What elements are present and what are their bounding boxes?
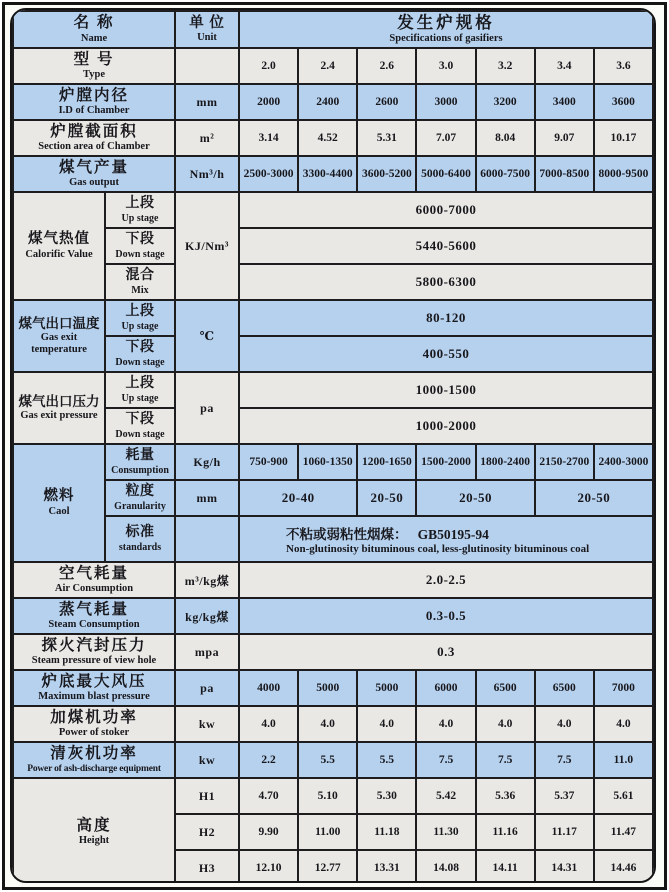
type-name-cell <box>13 48 175 84</box>
row-exit-temp-up <box>13 300 653 336</box>
cell: 11.30 <box>416 814 475 850</box>
unit-cell: kg/kg煤 <box>175 598 239 634</box>
section-area-name-cell <box>13 120 175 156</box>
cell-merged: 20-50 <box>535 480 653 516</box>
cell: 11.00 <box>298 814 357 850</box>
row-gas-output <box>13 156 653 192</box>
row-view-hole <box>13 634 653 670</box>
sub-zh: 耗量 <box>125 447 155 463</box>
cell-merged: 20-50 <box>357 480 416 516</box>
cell: 14.31 <box>535 850 594 883</box>
cell: 7.07 <box>416 120 475 156</box>
cell-merged: 2.0-2.5 <box>239 562 653 598</box>
sub-zh: 标准 <box>125 524 155 540</box>
cell: 5.42 <box>416 778 475 814</box>
unit-cell: Kg/h <box>175 444 239 480</box>
cell: 14.46 <box>594 850 653 883</box>
stoker-name-cell <box>13 706 175 742</box>
sub-en: Down stage <box>115 356 165 368</box>
row-calorific-mix <box>13 264 653 300</box>
cell: 4.0 <box>239 706 298 742</box>
calorific-en: Calorific Value <box>25 248 93 260</box>
cell: 2.6 <box>357 48 416 84</box>
chamber-id-en: I.D of Chamber <box>58 105 130 117</box>
cell-merged: 20-40 <box>239 480 357 516</box>
view-hole-name-cell <box>13 634 175 670</box>
height-h1-label-cell: H1 <box>175 778 239 814</box>
sub-zh: 混合 <box>125 267 155 283</box>
cell-merged: 20-50 <box>416 480 534 516</box>
sub-zh: 粒度 <box>125 483 155 499</box>
cell-merged: 80-120 <box>239 300 653 336</box>
cell: 2000 <box>239 84 298 120</box>
cell: 3400 <box>535 84 594 120</box>
fuel-granularity-label-cell <box>105 480 175 516</box>
cell: 3600-5200 <box>357 156 416 192</box>
unit-cell: mpa <box>175 634 239 670</box>
cell: 5.31 <box>357 120 416 156</box>
blast-en: Maximum blast pressure <box>38 691 150 703</box>
ash-en: Power of ash-discharge equipment <box>27 763 161 774</box>
unit-cell: kw <box>175 742 239 778</box>
row-calorific-down <box>13 228 653 264</box>
exit-pressure-name-cell <box>13 372 105 444</box>
unit-cell: m² <box>175 120 239 156</box>
header-unit-en: Unit <box>197 32 217 44</box>
cell-merged: 6000-7000 <box>239 192 653 228</box>
chamber-id-name-cell <box>13 84 175 120</box>
row-chamber-id <box>13 84 653 120</box>
stoker-zh: 加煤机功率 <box>50 708 138 726</box>
row-section-area <box>13 120 653 156</box>
cell: 3.0 <box>416 48 475 84</box>
air-zh: 空气耗量 <box>59 564 130 582</box>
cell: 12.77 <box>298 850 357 883</box>
cell: 3.2 <box>476 48 535 84</box>
sub-en: Consumption <box>111 464 169 476</box>
cell: 2600 <box>357 84 416 120</box>
fuel-en: Caol <box>48 505 70 517</box>
sub-en: standards <box>118 541 162 553</box>
cell: 6500 <box>535 670 594 706</box>
cell: 5.5 <box>298 742 357 778</box>
cell: 7000-8500 <box>535 156 594 192</box>
cell-merged: 1000-2000 <box>239 408 653 444</box>
sub-en: Down stage <box>115 428 165 440</box>
cell: 9.90 <box>239 814 298 850</box>
row-exit-temp-down <box>13 336 653 372</box>
cell: 13.31 <box>357 850 416 883</box>
sub-zh: 上段 <box>125 195 155 211</box>
cell: 14.08 <box>416 850 475 883</box>
height-h2-label-cell: H2 <box>175 814 239 850</box>
row-blast <box>13 670 653 706</box>
cell: 4000 <box>239 670 298 706</box>
cell-merged: 5440-5600 <box>239 228 653 264</box>
cell: 6000-7500 <box>476 156 535 192</box>
exit-pressure-up-label-cell <box>105 372 175 408</box>
cell: 3.6 <box>594 48 653 84</box>
calorific-up-label-cell <box>105 192 175 228</box>
steam-name-cell <box>13 598 175 634</box>
cell: 7.5 <box>476 742 535 778</box>
cell-merged: 5800-6300 <box>239 264 653 300</box>
sub-zh: 下段 <box>125 231 155 247</box>
cell: 8000-9500 <box>594 156 653 192</box>
cell: 3200 <box>476 84 535 120</box>
row-calorific-up <box>13 192 653 228</box>
cell: 3000 <box>416 84 475 120</box>
fuel-standards-label-cell <box>105 516 175 562</box>
cell: 14.11 <box>476 850 535 883</box>
header-name-zh: 名 称 <box>73 14 115 32</box>
unit-cell: Nm³/h <box>175 156 239 192</box>
type-zh: 型 号 <box>73 50 115 68</box>
unit-cell: mm <box>175 480 239 516</box>
cell: 4.0 <box>594 706 653 742</box>
cell-merged: 0.3 <box>239 634 653 670</box>
gas-output-en: Gas output <box>69 177 119 189</box>
cell: 2400 <box>298 84 357 120</box>
cell: 5000 <box>357 670 416 706</box>
cell: 7.5 <box>535 742 594 778</box>
row-exit-pressure-up <box>13 372 653 408</box>
unit-cell: kw <box>175 706 239 742</box>
cell: 7.5 <box>416 742 475 778</box>
exit-temp-name-cell <box>13 300 105 372</box>
sub-en: Down stage <box>115 248 165 260</box>
gas-output-zh: 煤气产量 <box>59 158 130 176</box>
section-area-zh: 炉膛截面积 <box>50 122 138 140</box>
exit-pressure-down-label-cell <box>105 408 175 444</box>
unit-cell: ℃ <box>175 300 239 372</box>
standards-line1: 不粘或弱粘性烟煤： GB50195-94 <box>286 527 489 542</box>
fuel-name-cell <box>13 444 105 562</box>
header-name-cell <box>13 11 175 48</box>
calorific-down-label-cell <box>105 228 175 264</box>
header-name-en: Name <box>80 32 108 44</box>
blast-zh: 炉底最大风压 <box>41 672 147 690</box>
fuel-zh: 燃料 <box>43 488 75 505</box>
cell: 7000 <box>594 670 653 706</box>
air-name-cell <box>13 562 175 598</box>
unit-cell: m³/kg煤 <box>175 562 239 598</box>
cell: 1800-2400 <box>476 444 535 480</box>
cell: 11.16 <box>476 814 535 850</box>
height-en: Height <box>78 835 110 847</box>
unit-cell: mm <box>175 84 239 120</box>
view-hole-zh: 探火汽封压力 <box>41 636 147 654</box>
air-en: Air Consumption <box>54 583 134 595</box>
cell: 4.0 <box>357 706 416 742</box>
sub-zh: 上段 <box>125 375 155 391</box>
unit-cell-empty <box>175 516 239 562</box>
cell: 10.17 <box>594 120 653 156</box>
cell: 2.0 <box>239 48 298 84</box>
cell: 5.61 <box>594 778 653 814</box>
cell: 5000 <box>298 670 357 706</box>
sub-zh: 上段 <box>125 303 155 319</box>
calorific-mix-label-cell <box>105 264 175 300</box>
header-spec-zh: 发生炉规格 <box>397 12 495 32</box>
view-hole-en: Steam pressure of view hole <box>31 655 157 667</box>
calorific-name-cell <box>13 192 105 300</box>
header-spec-en: Specifications of gasifiers <box>389 32 503 44</box>
section-area-en: Section area of Chamber <box>38 141 150 153</box>
header-spec-cell <box>239 11 653 48</box>
calorific-zh: 煤气热值 <box>28 231 90 248</box>
cell-merged: 0.3-0.5 <box>239 598 653 634</box>
cell: 8.04 <box>476 120 535 156</box>
cell: 2.2 <box>239 742 298 778</box>
exit-temp-zh: 煤气出口温度 <box>18 315 100 331</box>
cell: 4.0 <box>535 706 594 742</box>
cell-merged: 400-550 <box>239 336 653 372</box>
exit-pressure-en: Gas exit pressure <box>20 410 98 422</box>
header-row <box>13 11 653 48</box>
sub-en: Up stage <box>121 320 159 332</box>
stoker-en: Power of stoker <box>58 727 130 739</box>
cell: 11.47 <box>594 814 653 850</box>
header-unit-cell <box>175 11 239 48</box>
cell: 1200-1650 <box>357 444 416 480</box>
row-fuel-consumption <box>13 444 653 480</box>
cell: 2150-2700 <box>535 444 594 480</box>
exit-pressure-zh: 煤气出口压力 <box>18 393 100 409</box>
spec-table-container <box>10 8 656 883</box>
sub-en: Mix <box>131 284 149 296</box>
standards-line2: Non-glutinosity bituminous coal, less-glutinosity bituminous coal <box>286 543 590 555</box>
cell: 4.70 <box>239 778 298 814</box>
sub-en: Up stage <box>121 392 159 404</box>
cell: 12.10 <box>239 850 298 883</box>
cell: 5000-6400 <box>416 156 475 192</box>
chamber-id-zh: 炉膛内径 <box>59 86 130 104</box>
row-stoker <box>13 706 653 742</box>
type-en: Type <box>83 69 105 81</box>
row-air <box>13 562 653 598</box>
unit-cell: pa <box>175 670 239 706</box>
standards-text-cell <box>239 516 653 562</box>
row-ash <box>13 742 653 778</box>
header-unit-zh: 单 位 <box>189 14 225 31</box>
blast-name-cell <box>13 670 175 706</box>
row-fuel-granularity <box>13 480 653 516</box>
row-exit-pressure-down <box>13 408 653 444</box>
exit-temp-up-label-cell <box>105 300 175 336</box>
cell: 3300-4400 <box>298 156 357 192</box>
cell: 11.0 <box>594 742 653 778</box>
cell: 2.4 <box>298 48 357 84</box>
cell: 5.30 <box>357 778 416 814</box>
row-height-h1 <box>13 778 653 814</box>
row-fuel-standards <box>13 516 653 562</box>
cell: 4.0 <box>416 706 475 742</box>
cell: 4.0 <box>298 706 357 742</box>
row-steam <box>13 598 653 634</box>
gasifier-spec-table <box>12 10 654 883</box>
fuel-consumption-label-cell <box>105 444 175 480</box>
cell: 11.17 <box>535 814 594 850</box>
exit-temp-en: Gas exit temperature <box>31 332 87 356</box>
cell: 6000 <box>416 670 475 706</box>
sub-en: Up stage <box>121 212 159 224</box>
cell: 5.37 <box>535 778 594 814</box>
cell: 3.14 <box>239 120 298 156</box>
steam-zh: 蒸气耗量 <box>59 600 130 618</box>
cell: 5.5 <box>357 742 416 778</box>
type-unit-cell <box>175 48 239 84</box>
cell: 9.07 <box>535 120 594 156</box>
cell: 1500-2000 <box>416 444 475 480</box>
steam-en: Steam Consumption <box>48 619 140 631</box>
height-name-cell <box>13 778 175 883</box>
cell: 2500-3000 <box>239 156 298 192</box>
cell-merged: 1000-1500 <box>239 372 653 408</box>
cell: 5.36 <box>476 778 535 814</box>
cell: 3.4 <box>535 48 594 84</box>
height-zh: 高度 <box>76 816 112 834</box>
cell: 750-900 <box>239 444 298 480</box>
cell: 11.18 <box>357 814 416 850</box>
cell: 6500 <box>476 670 535 706</box>
gas-output-name-cell <box>13 156 175 192</box>
unit-cell: pa <box>175 372 239 444</box>
cell: 1060-1350 <box>298 444 357 480</box>
cell: 3600 <box>594 84 653 120</box>
cell: 5.10 <box>298 778 357 814</box>
cell: 2400-3000 <box>594 444 653 480</box>
cell: 4.0 <box>476 706 535 742</box>
ash-name-cell <box>13 742 175 778</box>
ash-zh: 清灰机功率 <box>50 745 138 763</box>
sub-zh: 下段 <box>125 411 155 427</box>
exit-temp-down-label-cell <box>105 336 175 372</box>
height-h3-label-cell: H3 <box>175 850 239 883</box>
sub-en: Granularity <box>114 500 166 512</box>
row-type <box>13 48 653 84</box>
unit-cell: KJ/Nm³ <box>175 192 239 300</box>
sub-zh: 下段 <box>125 339 155 355</box>
cell: 4.52 <box>298 120 357 156</box>
